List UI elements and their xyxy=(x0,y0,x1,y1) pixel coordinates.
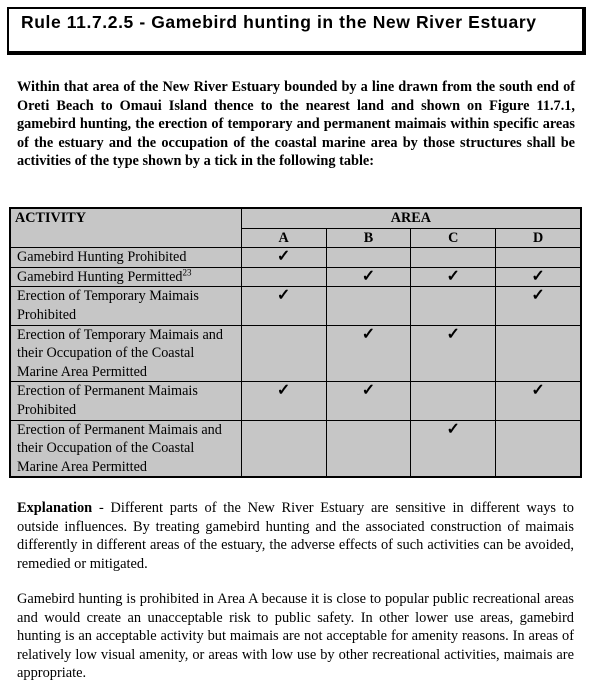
area-d-cell xyxy=(496,267,581,287)
tick-icon: ✓ xyxy=(531,287,545,305)
area-d-header: D xyxy=(496,228,581,248)
area-d-cell xyxy=(496,248,581,268)
area-a-cell xyxy=(241,267,326,287)
tick-icon: ✓ xyxy=(276,287,291,305)
activity-label: Gamebird Hunting Permitted xyxy=(17,268,183,285)
activity-cell xyxy=(10,382,241,420)
footnote-marker: 23 xyxy=(182,267,192,278)
area-a-cell xyxy=(241,287,326,325)
table-row xyxy=(10,420,581,477)
table-row xyxy=(10,267,581,287)
area-rationale-paragraph: Gamebird hunting is prohibited in Area A because it is close to popular public recreational areas and would create an unacceptable risk to public safety. In other lower use areas, gamebird hunting is an acceptable activity but maimais are not acceptable for amenity reasons. In areas of relatively low visual amenity, or areas with low use by other recreational activities, maimais are appropriate. xyxy=(17,591,574,681)
table-row xyxy=(10,287,581,325)
activity-label: Gamebird Hunting Prohibited xyxy=(17,249,187,266)
activity-cell xyxy=(10,287,241,325)
area-column-header: AREA xyxy=(241,208,581,228)
activity-column-header: ACTIVITY xyxy=(10,208,241,248)
tick-icon: ✓ xyxy=(361,267,376,285)
table-header-row xyxy=(10,208,581,228)
tick-icon: ✓ xyxy=(446,325,460,343)
table-body xyxy=(10,248,581,478)
table-row xyxy=(10,248,581,268)
area-c-cell xyxy=(411,325,496,382)
explanation-paragraph xyxy=(17,499,574,573)
area-b-cell xyxy=(326,248,411,268)
activity-label: Erection of Temporary Maimais and their Occupation of the Coastal Marine Area Permitted xyxy=(17,326,223,380)
area-c-cell xyxy=(411,248,496,268)
area-d-cell xyxy=(496,420,581,477)
explanation-text: - Different parts of the New River Estuary are sensitive in different ways to outside influences. By treating gamebird hunting and the associated construction of maimais differently in different areas of the estuary, the adverse effects of such activities can be avoided, remedied or mitigated. xyxy=(17,500,574,572)
area-a-header: A xyxy=(241,228,326,248)
tick-icon: ✓ xyxy=(276,248,291,266)
tick-icon: ✓ xyxy=(361,325,376,343)
activity-label: Erection of Temporary Maimais Prohibited xyxy=(17,288,199,323)
explanation-label: Explanation xyxy=(17,500,93,516)
area-c-header: C xyxy=(411,228,496,248)
tick-icon: ✓ xyxy=(531,267,545,285)
rule-heading-box xyxy=(7,7,586,55)
area-c-cell xyxy=(411,267,496,287)
activity-cell xyxy=(10,325,241,382)
intro-paragraph: Within that area of the New River Estuary bounded by a line drawn from the south end of Oreti Beach to Omaui Island thence to the nearest land and shown on Figure 11.7.1, gamebird hunting, the erection of temporary and permanent maimais within specific areas of the estuary and the occupation of the coastal marine area by those structures shall be activities of the type shown by a tick in the following table: xyxy=(17,79,575,170)
tick-icon: ✓ xyxy=(276,382,291,400)
area-b-cell xyxy=(326,267,411,287)
tick-icon: ✓ xyxy=(361,382,376,400)
activity-cell xyxy=(10,420,241,477)
area-c-cell xyxy=(411,287,496,325)
table-row xyxy=(10,382,581,420)
area-c-cell xyxy=(411,420,496,477)
activity-area-table xyxy=(9,207,582,478)
activity-label: Erection of Permanent Maimais Prohibited xyxy=(17,383,198,418)
area-b-cell xyxy=(326,325,411,382)
area-a-cell xyxy=(241,325,326,382)
area-b-cell xyxy=(326,420,411,477)
tick-icon: ✓ xyxy=(446,420,460,438)
area-a-cell xyxy=(241,420,326,477)
activity-cell xyxy=(10,248,241,268)
table-row xyxy=(10,325,581,382)
area-c-cell xyxy=(411,382,496,420)
tick-icon: ✓ xyxy=(531,382,545,400)
tick-icon: ✓ xyxy=(446,267,460,285)
area-d-cell xyxy=(496,287,581,325)
rule-title: Rule 11.7.2.5 - Gamebird hunting in the New River Estuary xyxy=(21,12,537,32)
area-b-cell xyxy=(326,382,411,420)
activity-label: Erection of Permanent Maimais and their Occupation of the Coastal Marine Area Permitted xyxy=(17,421,222,475)
area-d-cell xyxy=(496,325,581,382)
activity-cell xyxy=(10,267,241,287)
area-a-cell xyxy=(241,248,326,268)
area-d-cell xyxy=(496,382,581,420)
area-b-header: B xyxy=(326,228,411,248)
area-b-cell xyxy=(326,287,411,325)
area-a-cell xyxy=(241,382,326,420)
